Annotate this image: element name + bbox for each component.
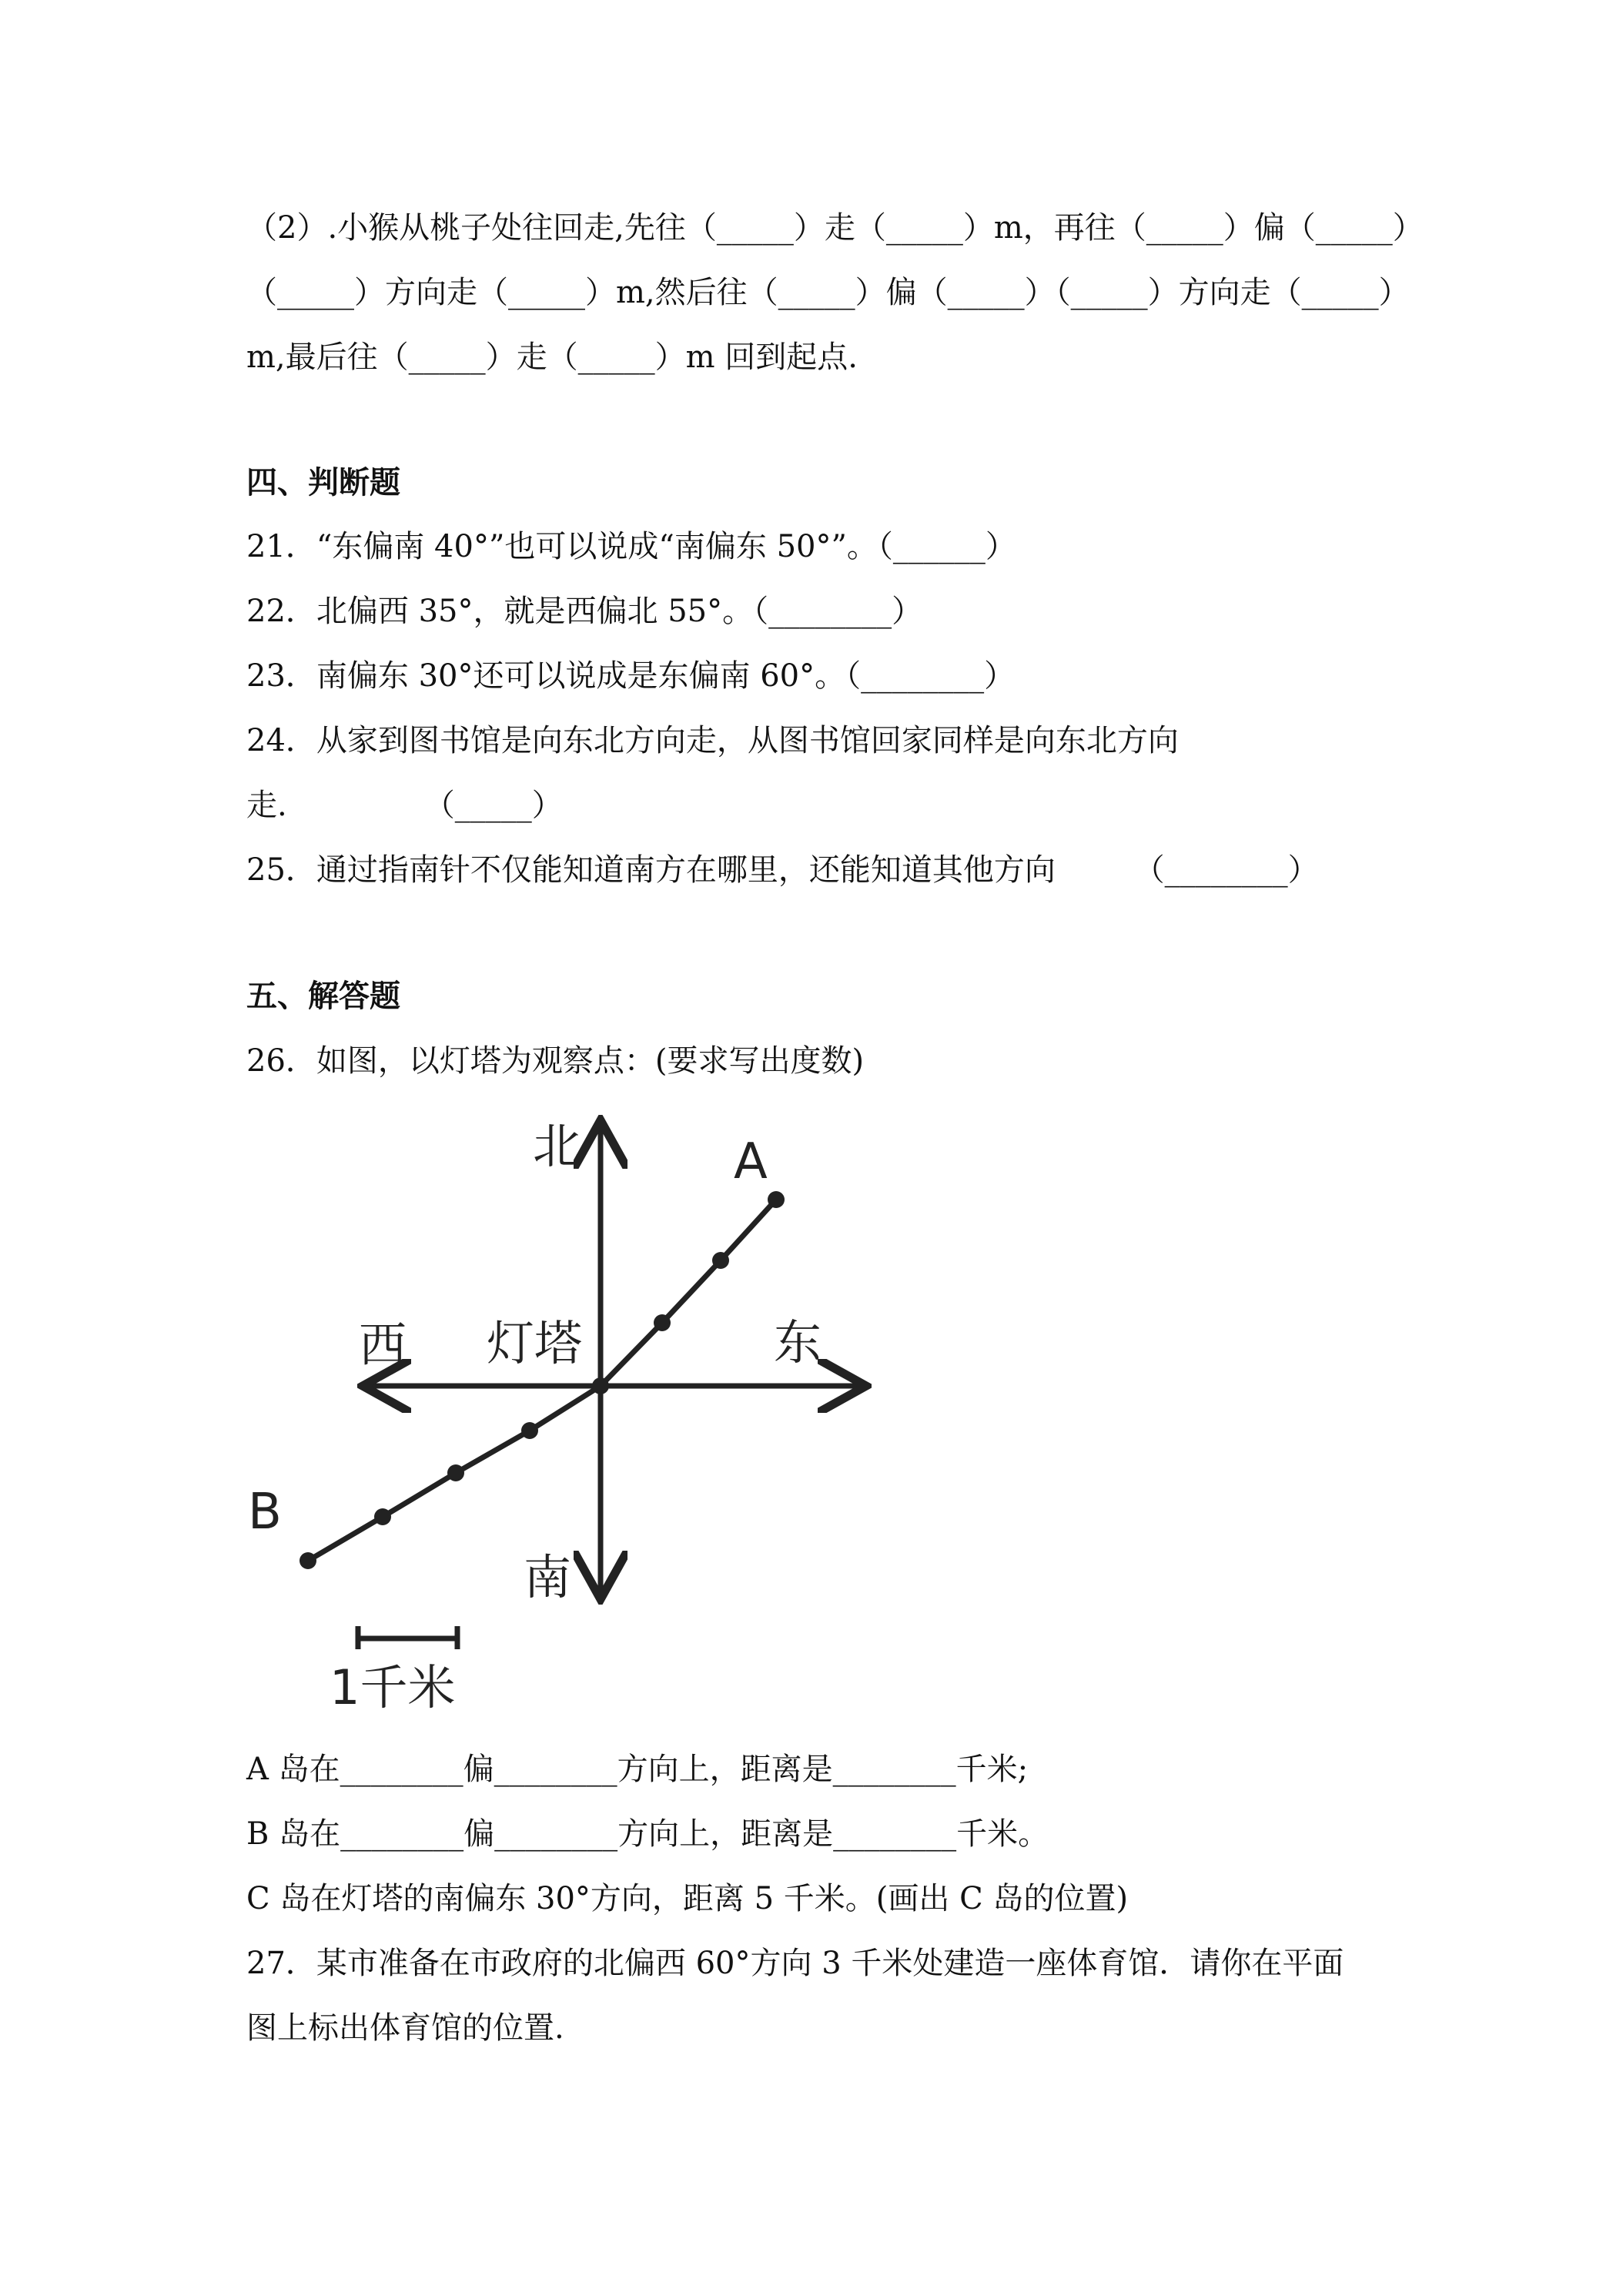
island-a-point: [768, 1191, 785, 1208]
scale-label: 1千米: [330, 1659, 456, 1715]
a-path-point: [712, 1252, 729, 1269]
question-25: 25．通过指南针不仅能知道南方在哪里，还能知道其他方向 （________）: [246, 852, 1319, 888]
b-path-point: [374, 1508, 391, 1525]
part2-line-2: （_____）方向走（_____）m,然后往（_____）偏（_____）（_____）方向走（_____）: [246, 275, 1410, 310]
section-4-heading: 四、判断题: [246, 464, 400, 500]
south-label: 南: [524, 1549, 572, 1605]
island-b-point: [300, 1552, 316, 1569]
question-27-line-1: 27．某市准备在市政府的北偏西 60°方向 3 千米处建造一座体育馆．请你在平面: [246, 1946, 1344, 1981]
question-26: 26．如图，以灯塔为观察点：(要求写出度数): [246, 1043, 865, 1079]
lighthouse-label: 灯塔: [487, 1315, 583, 1371]
b-path-point: [521, 1422, 538, 1439]
scale-bar: [358, 1626, 457, 1649]
question-23: 23．南偏东 30°还可以说成是东偏南 60°。（________）: [246, 658, 1016, 694]
question-27-line-2: 图上标出体育馆的位置.: [246, 2010, 564, 2046]
island-a-answer-line: A 岛在________偏________方向上，距离是________千米;: [246, 1752, 1029, 1787]
question-24-line-1: 24．从家到图书馆是向东北方向走，从图书馆回家同样是向东北方向: [246, 723, 1179, 758]
question-21: 21．“东偏南 40°”也可以说成“南偏东 50°”。（______）: [246, 529, 1016, 564]
east-label: 东: [774, 1314, 822, 1371]
section-5-heading: 五、解答题: [246, 978, 400, 1014]
b-path-point: [447, 1464, 464, 1481]
question-22: 22．北偏西 35°，就是西偏北 55°。（________）: [246, 594, 923, 629]
path-to-a: [601, 1200, 776, 1386]
island-b-answer-line: B 岛在________偏________方向上，距离是________千米。: [246, 1816, 1049, 1852]
island-b-label: B: [248, 1484, 282, 1541]
island-c-instruction: C 岛在灯塔的南偏东 30°方向，距离 5 千米。(画出 C 岛的位置): [246, 1881, 1129, 1916]
a-path-point: [654, 1314, 671, 1331]
part2-line-3: m,最后往（_____）走（_____）m 回到起点.: [246, 340, 858, 375]
lighthouse-point: [592, 1377, 609, 1394]
west-label: 西: [359, 1317, 407, 1373]
part2-line-1: （2）.小猴从桃子处往回走,先往（_____）走（_____）m，再往（_____）偏（_____）: [246, 210, 1424, 246]
question-24-line-2: 走. （_____）: [246, 788, 563, 823]
island-a-label: A: [734, 1133, 768, 1190]
north-label: 北: [533, 1118, 581, 1174]
